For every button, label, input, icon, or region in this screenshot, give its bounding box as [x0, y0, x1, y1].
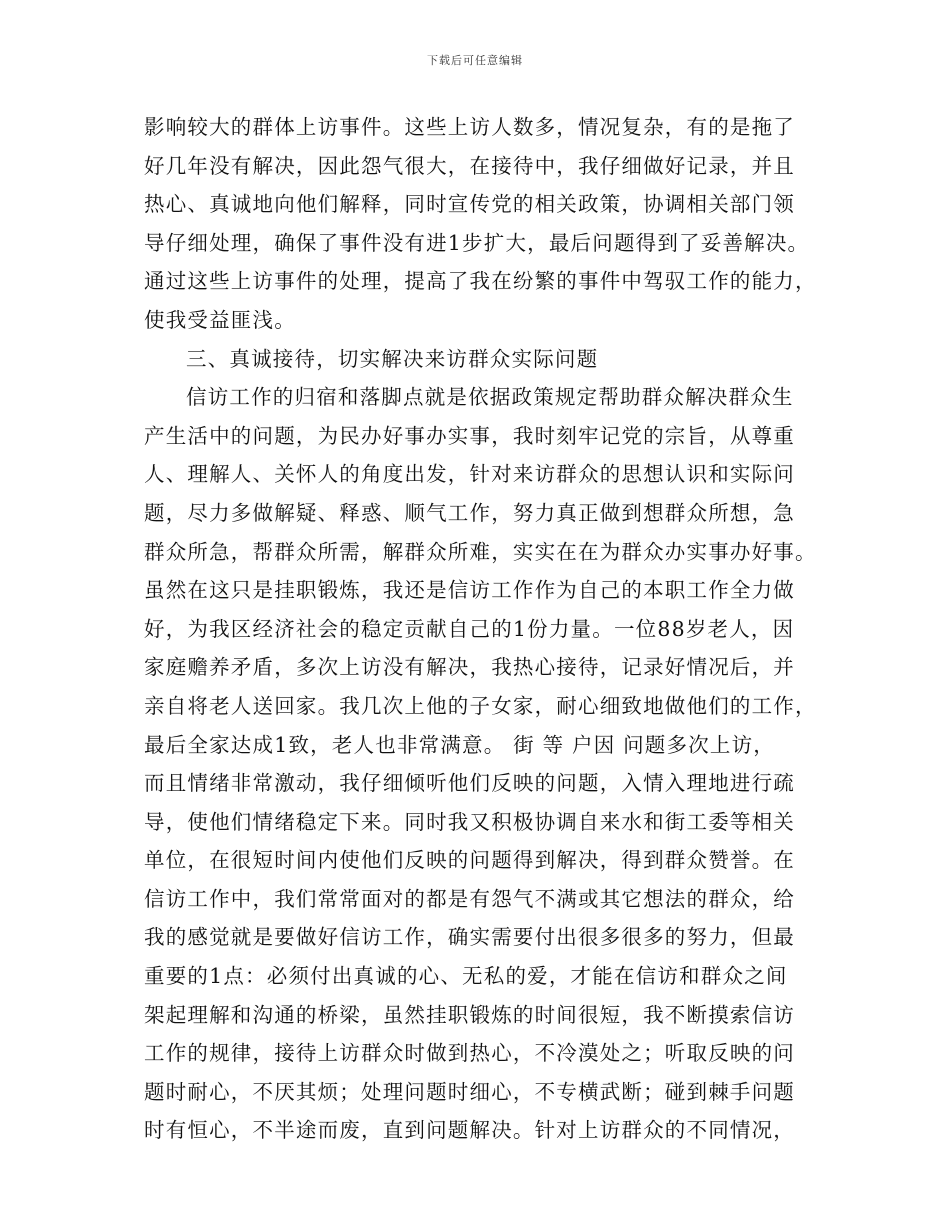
text-line: 而且情绪非常激动，我仔细倾听他们反映的问题，入情入理地进行疏	[144, 771, 795, 796]
text-line: 信访工作的归宿和落脚点就是依据政策规定帮助群众解决群众生	[186, 385, 794, 410]
text-line: 好，为我区经济社会的稳定贡献自己的1份力量。一位88岁老人，因	[144, 616, 795, 641]
text-line: 群众所急，帮群众所需，解群众所难，实实在在为群众办实事办好事。	[144, 539, 817, 564]
text-line: 热心、真诚地向他们解释，同时宣传党的相关政策，协调相关部门领	[144, 192, 795, 217]
text-line: 我的感觉就是要做好信访工作，确实需要付出很多很多的努力，但最	[144, 925, 795, 950]
page-header: 下载后可任意编辑	[427, 54, 523, 67]
text-line: 工作的规律，接待上访群众时做到热心，不冷漠处之；听取反映的问	[144, 1041, 795, 1066]
text-line: 通过这些上访事件的处理，提高了我在纷繁的事件中驾驭工作的能力，	[144, 269, 817, 294]
text-line: 信访工作中，我们常常面对的都是有怨气不满或其它想法的群众，给	[144, 886, 795, 911]
text-line: 导仔细处理，确保了事件没有进1步扩大，最后问题得到了妥善解决。	[144, 230, 810, 255]
text-line: 虽然在这只是挂职锻炼，我还是信访工作作为自己的本职工作全力做	[144, 578, 795, 603]
text-line: 时有恒心，不半途而废，直到问题解决。针对上访群众的不同情况，	[144, 1118, 795, 1143]
text-line: 单位，在很短时间内使他们反映的问题得到解决，得到群众赞誉。在	[144, 848, 795, 873]
text-line: 影响较大的群体上访事件。这些上访人数多，情况复杂，有的是拖了	[144, 115, 795, 139]
text-line: 产生活中的问题，为民办好事办实事，我时刻牢记党的宗旨，从尊重	[144, 423, 795, 448]
text-line: 人、理解人、关怀人的角度出发，针对来访群众的思想认识和实际问	[144, 462, 795, 487]
text-line: 重要的1点：必须付出真诚的心、无私的爱，才能在信访和群众之间	[144, 964, 788, 989]
text-line: 好几年没有解决，因此怨气很大，在接待中，我仔细做好记录，并且	[144, 153, 795, 178]
text-line: 亲自将老人送回家。我几次上他的子女家，耐心细致地做他们的工作，	[144, 693, 817, 718]
text-line: 题，尽力多做解疑、释惑、顺气工作，努力真正做到想群众所想，急	[144, 500, 795, 525]
text-line: 使我受益匪浅。	[144, 307, 296, 332]
body-text	[144, 108, 824, 1150]
text-line: 导，使他们情绪稳定下来。同时我又积极协调自来水和街工委等相关	[144, 809, 795, 834]
text-line: 题时耐心，不厌其烦；处理问题时细心，不专横武断；碰到棘手问题	[144, 1079, 795, 1104]
text-line: 三、真诚接待，切实解决来访群众实际问题	[186, 346, 599, 371]
text-line: 家庭赡养矛盾，多次上访没有解决，我热心接待，记录好情况后，并	[144, 655, 795, 680]
text-line: 最后全家达成1致，老人也非常满意。 街 等 户因 问题多次上访，	[144, 732, 776, 757]
text-line: 架起理解和沟通的桥梁，虽然挂职锻炼的时间很短，我不断摸索信访	[144, 1002, 795, 1027]
